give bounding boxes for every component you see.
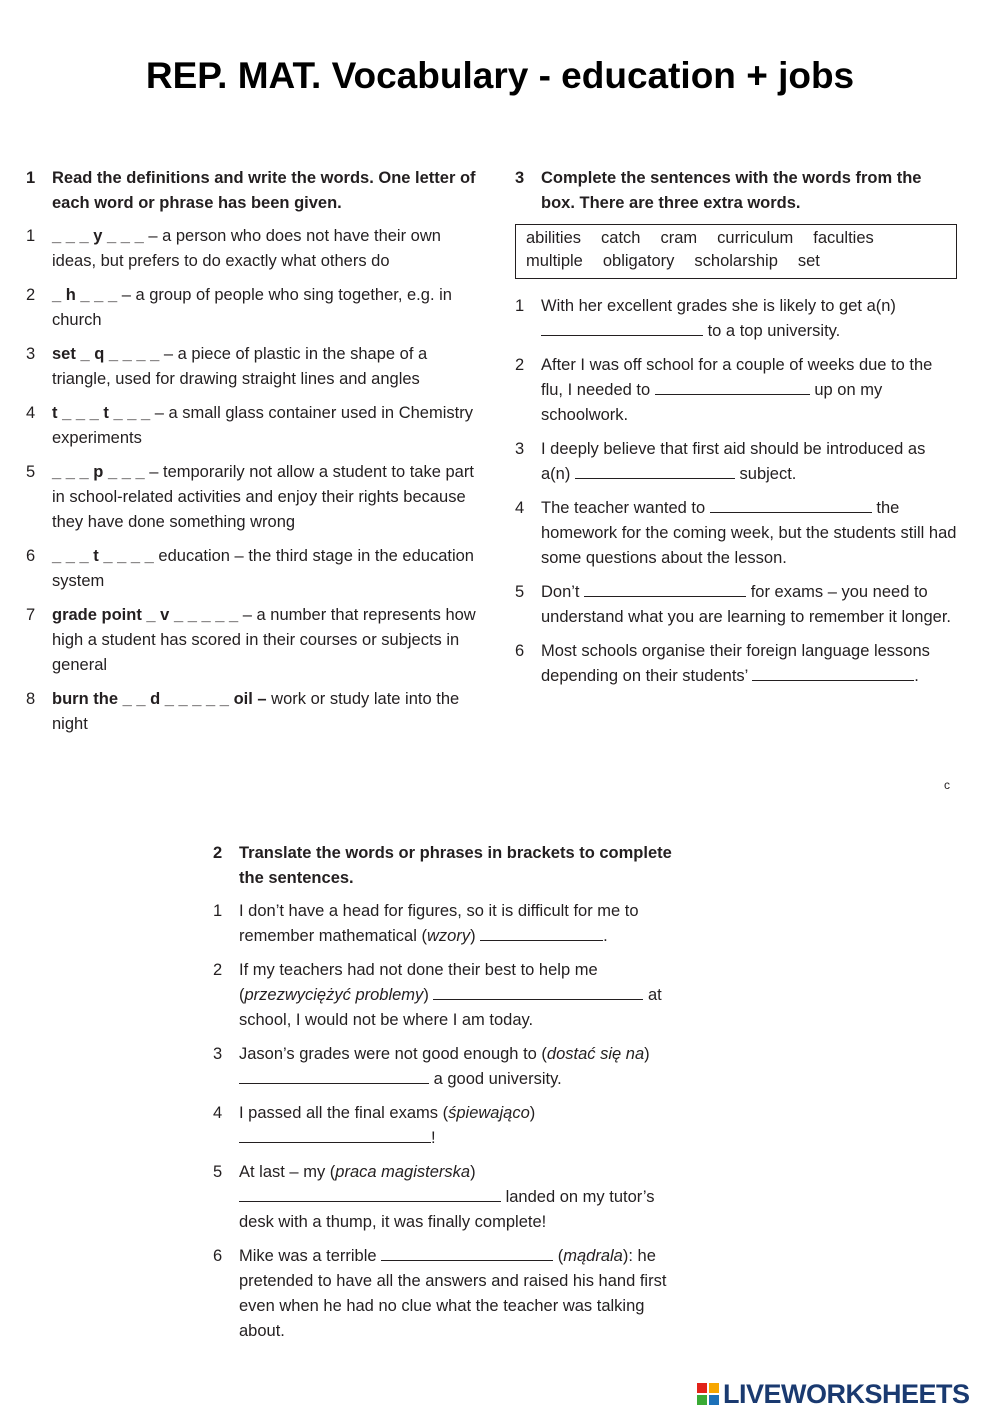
item-number: 3: [213, 1045, 223, 1063]
sentence-end: at school, I would not be where I am today.: [239, 986, 662, 1029]
exercise-2: [213, 841, 688, 1353]
sentence-start: If my teachers had not done their best to help me (: [239, 961, 598, 1004]
ex1-item: [26, 460, 488, 535]
polish-phrase: przezwyciężyć problemy: [244, 986, 424, 1004]
definition: – a person who does not have their own ideas, but prefers to do exactly what others do: [52, 227, 441, 270]
logo-square: [697, 1395, 707, 1405]
ex3-item: [515, 353, 957, 428]
ex2-item: [213, 1101, 688, 1151]
sentence-end: subject.: [734, 465, 797, 483]
item-text: [541, 639, 957, 689]
letter-hint[interactable]: _ _ _ p _ _ _: [52, 463, 145, 481]
polish-phrase: praca magisterska: [335, 1163, 471, 1181]
answer-blank[interactable]: [655, 378, 810, 395]
bracket-close: ): [529, 1104, 536, 1122]
item-text: [52, 224, 488, 274]
item-number: 4: [515, 499, 525, 517]
polish-phrase: dostać się na: [546, 1045, 645, 1063]
logo-square: [709, 1395, 719, 1405]
item-text: [541, 294, 957, 344]
ex3-item: [515, 580, 957, 630]
exercise-3-instruction: [515, 166, 957, 216]
answer-blank[interactable]: [433, 983, 643, 1000]
item-number: 2: [26, 286, 36, 304]
item-text: [52, 603, 488, 678]
item-text: [52, 460, 488, 535]
logo-text: LIVEWORKSHEETS: [723, 1378, 970, 1409]
box-word: curriculum: [717, 229, 794, 247]
answer-blank[interactable]: [381, 1244, 553, 1261]
sentence-start: With her excellent grades she is likely to get a(n): [541, 297, 896, 315]
exercise-1-items: [26, 224, 488, 737]
definition: – a small glass container used in Chemistry experiments: [52, 404, 473, 447]
item-number: 6: [26, 547, 36, 565]
word-box-row: [526, 227, 946, 250]
sentence-start: I don’t have a head for figures, so it is difficult for me to remember mathematical (: [239, 902, 639, 945]
letter-hint[interactable]: _ _ d _ _ _ _ _: [122, 690, 229, 708]
polish-phrase: mądrala: [563, 1247, 623, 1265]
letter-hint[interactable]: _ h _ _ _: [52, 286, 118, 304]
answer-blank[interactable]: [752, 664, 914, 681]
sentence-start: After I was off school for a couple of weeks due to the flu, I needed to: [541, 356, 933, 399]
ex3-item: [515, 639, 957, 689]
sentence-end: to a top university.: [703, 322, 841, 340]
item-number: 4: [213, 1104, 223, 1122]
definition: – a number that represents how high a student has scored in their courses or subjects in general: [52, 606, 476, 674]
ex1-item: [26, 224, 488, 274]
logo-grid-icon: [697, 1383, 719, 1405]
item-number: 7: [26, 606, 36, 624]
answer-blank[interactable]: [239, 1185, 501, 1202]
exercise-1-instruction: [26, 166, 488, 216]
ex1-item: [26, 342, 488, 392]
polish-phrase: śpiewająco: [448, 1104, 530, 1122]
item-number: 5: [213, 1163, 223, 1181]
box-word: obligatory: [602, 252, 675, 270]
sentence-start: At last – my (: [239, 1163, 336, 1181]
ex1-item: [26, 603, 488, 678]
box-word: set: [797, 252, 820, 270]
definition: – temporarily not allow a student to take part in school-related activities and enjoy their rights because they have done something wrong: [52, 463, 474, 531]
item-text: [52, 283, 488, 333]
exercise-number: 2: [213, 844, 223, 862]
item-text: [541, 353, 957, 428]
letter-hint[interactable]: t _ _ _ t _ _ _: [52, 404, 151, 422]
sentence-end: up on my schoolwork.: [541, 381, 883, 424]
answer-blank[interactable]: [239, 1067, 429, 1084]
item-number: 5: [26, 463, 36, 481]
instruction-text: Read the definitions and write the words. One letter of each word or phrase has been given.: [52, 169, 476, 212]
bracket-close: ): [470, 927, 481, 945]
bracket-close: ): [423, 986, 434, 1004]
exercise-3-items: [515, 294, 957, 689]
item-number: 1: [515, 297, 525, 315]
box-word: faculties: [813, 229, 874, 247]
exercise-1: [26, 166, 488, 746]
sentence-end: the homework for the coming week, but the students still had some questions about the lesson.: [541, 499, 957, 567]
item-number: 2: [213, 961, 223, 979]
item-number: 4: [26, 404, 36, 422]
ex1-item: [26, 687, 488, 737]
item-text: [239, 899, 688, 949]
item-text: [239, 1042, 688, 1092]
ex2-item: [213, 1244, 688, 1344]
instruction-text: Complete the sentences with the words from the box. There are three extra words.: [541, 169, 922, 212]
ex1-item: [26, 544, 488, 594]
page-title: REP. MAT. Vocabulary - education + jobs: [145, 55, 855, 96]
answer-blank[interactable]: [480, 924, 603, 941]
item-text: [52, 401, 488, 451]
word-box: [515, 224, 957, 279]
item-number: 1: [213, 902, 223, 920]
word-box-row: [526, 250, 946, 273]
answer-blank[interactable]: [584, 580, 746, 597]
sentence-start: Jason’s grades were not good enough to (: [239, 1045, 547, 1063]
box-word: cram: [660, 229, 698, 247]
item-text: [541, 437, 957, 487]
sentence-start: Don’t: [541, 583, 585, 601]
letter-hint[interactable]: _ _ _ y _ _ _: [52, 227, 144, 245]
item-text: [541, 496, 957, 571]
instruction-text: Translate the words or phrases in brackets to complete the sentences.: [239, 844, 672, 887]
definition: – a piece of plastic in the shape of a triangle, used for drawing straight lines and angles: [52, 345, 428, 388]
definition: work or study late into the night: [52, 690, 460, 733]
ex2-item: [213, 1042, 688, 1092]
polish-phrase: wzory: [426, 927, 471, 945]
answer-blank[interactable]: [239, 1126, 431, 1143]
given-word: burn the: [52, 690, 123, 708]
ex3-item: [515, 294, 957, 344]
sentence-start: Mike was a terrible: [239, 1247, 382, 1265]
sentence-end: landed on my tutor’s desk with a thump, it was finally complete!: [239, 1188, 655, 1231]
item-number: 3: [26, 345, 36, 363]
exercise-2-items: [213, 899, 688, 1344]
ex3-item: [515, 437, 957, 487]
bracket-close: ): [470, 1163, 476, 1181]
item-number: 8: [26, 690, 36, 708]
given-word: grade point: [52, 606, 147, 624]
given-word: set: [52, 345, 81, 363]
answer-blank[interactable]: [541, 319, 703, 336]
item-text: [52, 342, 488, 392]
item-number: 1: [26, 227, 36, 245]
exercise-number: 1: [26, 169, 36, 187]
bracket-close: ): [644, 1045, 650, 1063]
ex3-item: [515, 496, 957, 571]
item-text: [239, 1160, 688, 1235]
ex2-item: [213, 1160, 688, 1235]
item-text: [541, 580, 957, 630]
sentence-start: I deeply believe that first aid should be introduced as a(n): [541, 440, 926, 483]
liveworksheets-logo: [697, 1378, 970, 1410]
answer-blank[interactable]: [575, 462, 735, 479]
sentence-end: for exams – you need to understand what you are learning to remember it longer.: [541, 583, 951, 626]
sentence-end: a good university.: [429, 1070, 562, 1088]
sentence-end: : he pretended to have all the answers and raised his hand first even when he had no clue what the teacher was talking about.: [239, 1247, 667, 1340]
logo-square: [709, 1383, 719, 1393]
item-number: 3: [515, 440, 525, 458]
exercise-2-instruction: [213, 841, 688, 891]
item-text: Mike was a terrible (mądrala): he pretended to have all the answers and raised his hand first even when he had no clue what the teacher was talking about.: [239, 1244, 688, 1344]
sentence-start: I passed all the final exams (: [239, 1104, 449, 1122]
exercise-3: [515, 166, 957, 698]
item-number: 5: [515, 583, 525, 601]
item-number: 6: [515, 642, 525, 660]
sentence-end: !: [431, 1129, 436, 1147]
sentence-end: .: [914, 667, 919, 685]
definition: education – the third stage in the education system: [52, 547, 474, 590]
ex2-item: [213, 958, 688, 1033]
box-word: abilities: [526, 229, 582, 247]
box-word: multiple: [526, 252, 583, 270]
item-number: 6: [213, 1247, 223, 1265]
stray-mark: c: [944, 778, 950, 792]
letter-hint[interactable]: _ _ _ t _ _ _ _: [52, 547, 154, 565]
ex1-item: [26, 283, 488, 333]
exercise-number: 3: [515, 169, 525, 187]
item-number: 2: [515, 356, 525, 374]
ex1-item: [26, 401, 488, 451]
item-text: [52, 544, 488, 594]
sentence-start: The teacher wanted to: [541, 499, 710, 517]
item-text: [239, 958, 688, 1033]
box-word: catch: [601, 229, 641, 247]
given-word: oil –: [228, 690, 267, 708]
item-text: [52, 687, 488, 737]
ex2-item: [213, 899, 688, 949]
sentence-end: .: [603, 927, 608, 945]
item-text: [239, 1101, 688, 1151]
letter-hint[interactable]: _ v _ _ _ _ _: [146, 606, 239, 624]
logo-square: [697, 1383, 707, 1393]
box-word: scholarship: [694, 252, 778, 270]
sentence-start: Most schools organise their foreign language lessons depending on their students’: [541, 642, 930, 685]
definition: – a group of people who sing together, e.g. in church: [52, 286, 452, 329]
answer-blank[interactable]: [710, 496, 872, 513]
letter-hint[interactable]: _ q _ _ _ _: [80, 345, 160, 363]
